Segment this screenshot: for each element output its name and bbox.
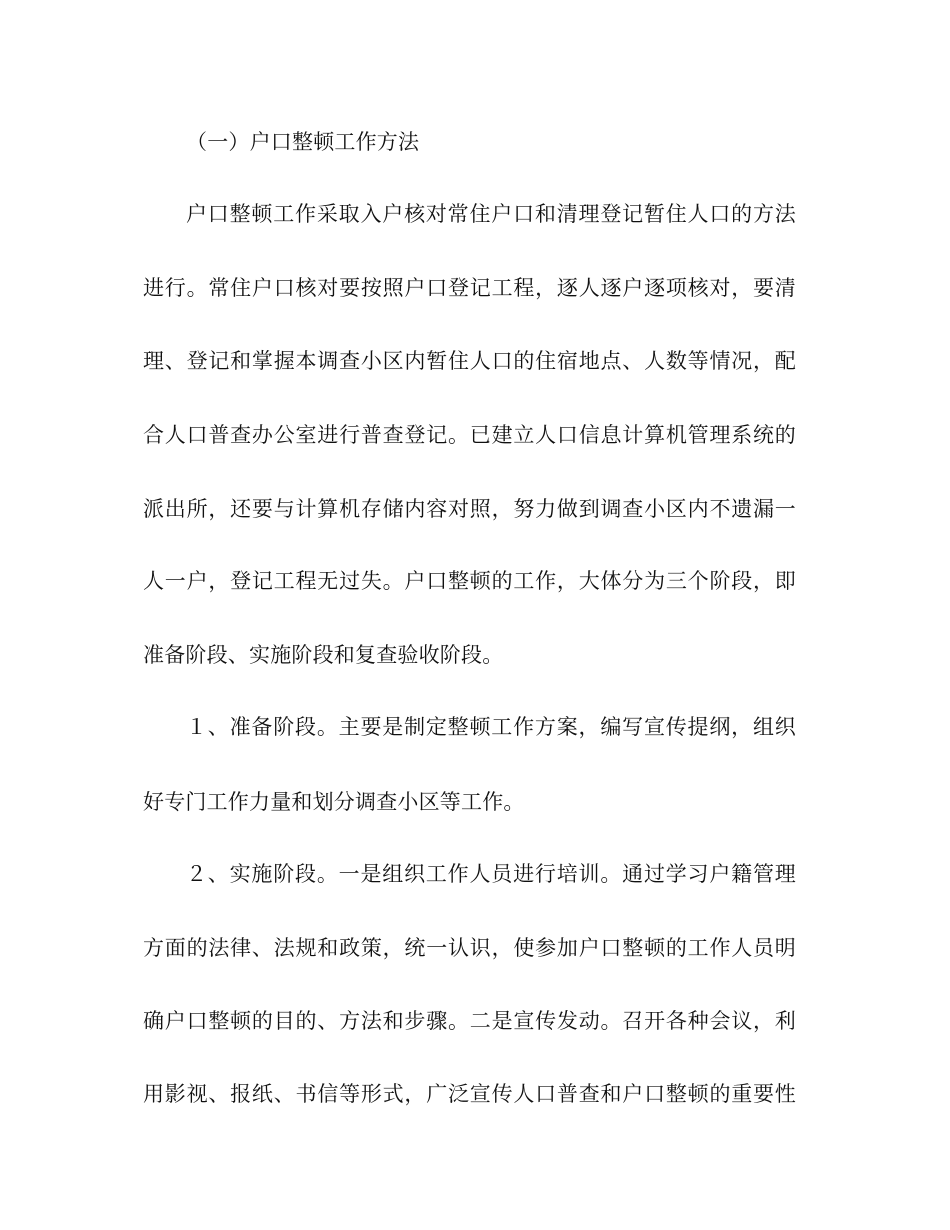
paragraph-line: 合人口普查办公室进行普查登记。已建立人口信息计算机管理系统的 <box>143 423 796 447</box>
paragraph-line: １、准备阶段。主要是制定整顿工作方案，编写宣传提纲，组织 <box>186 715 796 739</box>
section-heading: （一）户口整顿工作方法 <box>186 130 420 154</box>
paragraph-line: 户口整顿工作采取入户核对常住户口和清理登记暂住人口的方法 <box>186 202 796 226</box>
paragraph-line: 派出所，还要与计算机存储内容对照，努力做到调查小区内不遗漏一 <box>143 497 796 521</box>
paragraph-line: 确户口整顿的目的、方法和步骤。二是宣传发动。召开各种会议，利 <box>143 1009 796 1033</box>
paragraph-line: ２、实施阶段。一是组织工作人员进行培训。通过学习户籍管理 <box>186 862 796 886</box>
paragraph-line: 方面的法律、法规和政策，统一认识，使参加户口整顿的工作人员明 <box>143 936 796 960</box>
paragraph-line: 人一户，登记工程无过失。户口整顿的工作，大体分为三个阶段，即 <box>143 569 796 593</box>
paragraph-line: 进行。常住户口核对要按照户口登记工程，逐人逐户逐项核对，要清 <box>143 276 796 300</box>
paragraph-line: 用影视、报纸、书信等形式，广泛宣传人口普查和户口整顿的重要性 <box>143 1082 796 1106</box>
paragraph-line: 准备阶段、实施阶段和复查验收阶段。 <box>143 643 504 667</box>
paragraph-line: 好专门工作力量和划分调查小区等工作。 <box>143 790 525 814</box>
paragraph-line: 理、登记和掌握本调查小区内暂住人口的住宿地点、人数等情况，配 <box>143 349 796 373</box>
